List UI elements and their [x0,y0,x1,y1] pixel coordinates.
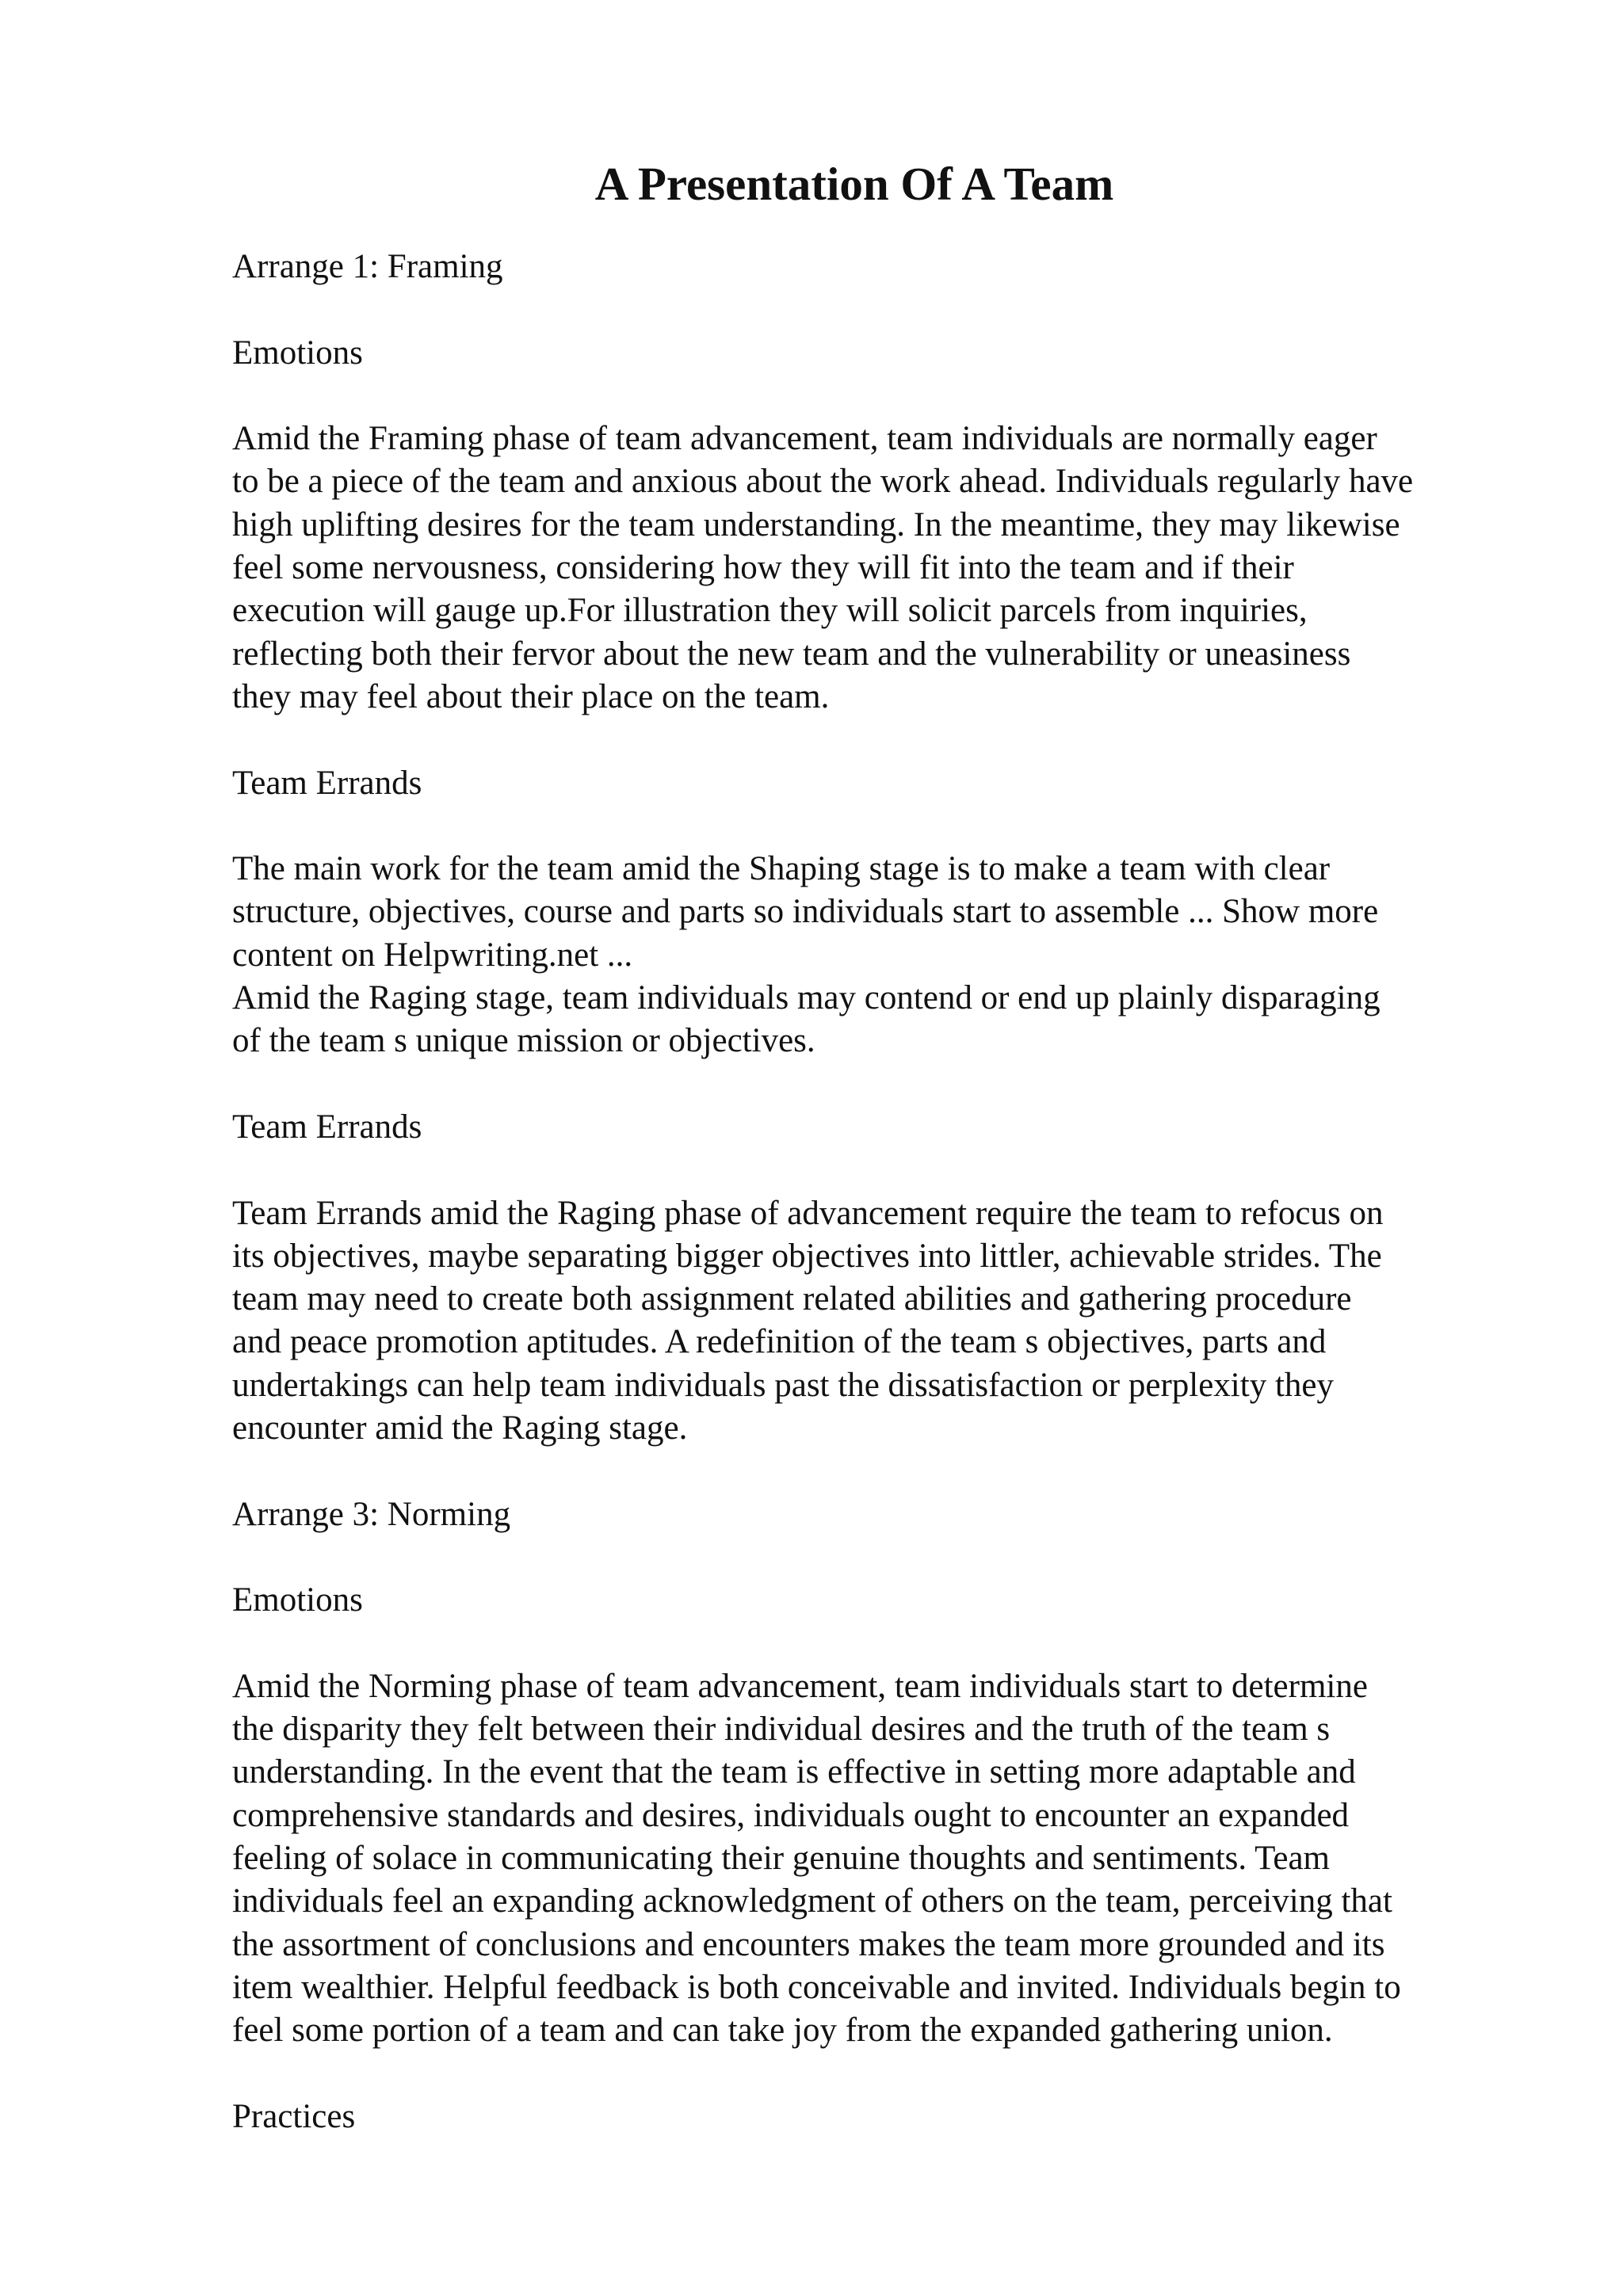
section-heading [232,1579,1579,1622]
heading-text: Emotions [232,334,363,372]
heading-text: Arrange 1: Framing [232,248,503,285]
block-spacer [232,1450,1579,1493]
block-spacer [232,288,1579,331]
section-heading [232,246,1579,288]
block-spacer [232,375,1579,418]
document-body [232,246,1579,2138]
heading-text: Arrange 3: Norming [232,1495,511,1533]
section-heading [232,1106,1579,1149]
paragraph-line: comprehensive standards and desires, individuals ought to encounter an expanded [232,1796,1350,1834]
block-spacer [232,2052,1579,2095]
paragraph-line: understanding. In the event that the team is effective in setting more adaptable and [232,1753,1356,1791]
paragraph [232,848,1579,1062]
paragraph-line: Amid the Raging stage, team individuals may contend or end up plainly disparaging [232,979,1381,1017]
block-spacer [232,719,1579,761]
document-title: A Presentation Of A Team [594,158,1114,210]
section-heading [232,332,1579,375]
paragraph-line: individuals feel an expanding acknowledgment of others on the team, perceiving that [232,1882,1392,1920]
block-spacer [232,1063,1579,1106]
paragraph-line: item wealthier. Helpful feedback is both conceivable and invited. Individuals begin to [232,1968,1401,2006]
paragraph-line: to be a piece of the team and anxious about the work ahead. Individuals regularly have [232,463,1414,501]
paragraph-line: encounter amid the Raging stage. [232,1409,688,1447]
paragraph-line: feeling of solace in communicating their genuine thoughts and sentiments. Team [232,1839,1330,1877]
paragraph-line: Amid the Framing phase of team advancement, team individuals are normally eager [232,420,1377,458]
paragraph-line: the assortment of conclusions and encounters makes the team more grounded and its [232,1925,1385,1963]
paragraph-line: its objectives, maybe separating bigger objectives into littler, achievable strides. The [232,1237,1382,1275]
section-heading [232,2096,1579,2138]
paragraph-line: feel some nervousness, considering how they will fit into the team and if their [232,549,1294,587]
heading-text: Team Errands [232,1108,422,1146]
paragraph-line: the disparity they felt between their individual desires and the truth of the team s [232,1711,1331,1749]
paragraph-line: of the team s unique mission or objectives. [232,1022,815,1060]
block-spacer [232,1149,1579,1192]
section-heading [232,1493,1579,1536]
heading-text: Team Errands [232,764,422,802]
section-heading [232,762,1579,805]
paragraph-line: The main work for the team amid the Shaping stage is to make a team with clear [232,850,1331,888]
paragraph [232,418,1579,719]
paragraph-line: structure, objectives, course and parts so individuals start to assemble ... Show more [232,893,1379,931]
paragraph-line: they may feel about their place on the team. [232,677,830,715]
paragraph-line: and peace promotion aptitudes. A redefinition of the team s objectives, parts and [232,1323,1327,1361]
heading-text: Practices [232,2097,356,2135]
paragraph [232,1665,1579,2053]
block-spacer [232,1536,1579,1579]
block-spacer [232,805,1579,848]
paragraph-line: team may need to create both assignment related abilities and gathering procedure [232,1280,1352,1318]
paragraph-line: Amid the Norming phase of team advancement, team individuals start to determine [232,1667,1368,1705]
paragraph-line: undertakings can help team individuals past the dissatisfaction or perplexity they [232,1366,1334,1404]
paragraph [232,1192,1579,1451]
paragraph-line: high uplifting desires for the team understanding. In the meantime, they may likewise [232,505,1400,543]
paragraph-line: content on Helpwriting.net ... [232,936,633,974]
paragraph-line: feel some portion of a team and can take joy from the expanded gathering union. [232,2012,1333,2050]
heading-text: Emotions [232,1581,363,1619]
paragraph-line: execution will gauge up.For illustration they will solicit parcels from inquiries, [232,592,1308,630]
block-spacer [232,1623,1579,1665]
paragraph-line: reflecting both their fervor about the new team and the vulnerability or uneasiness [232,635,1351,673]
paragraph-line: Team Errands amid the Raging phase of advancement require the team to refocus on [232,1194,1384,1232]
